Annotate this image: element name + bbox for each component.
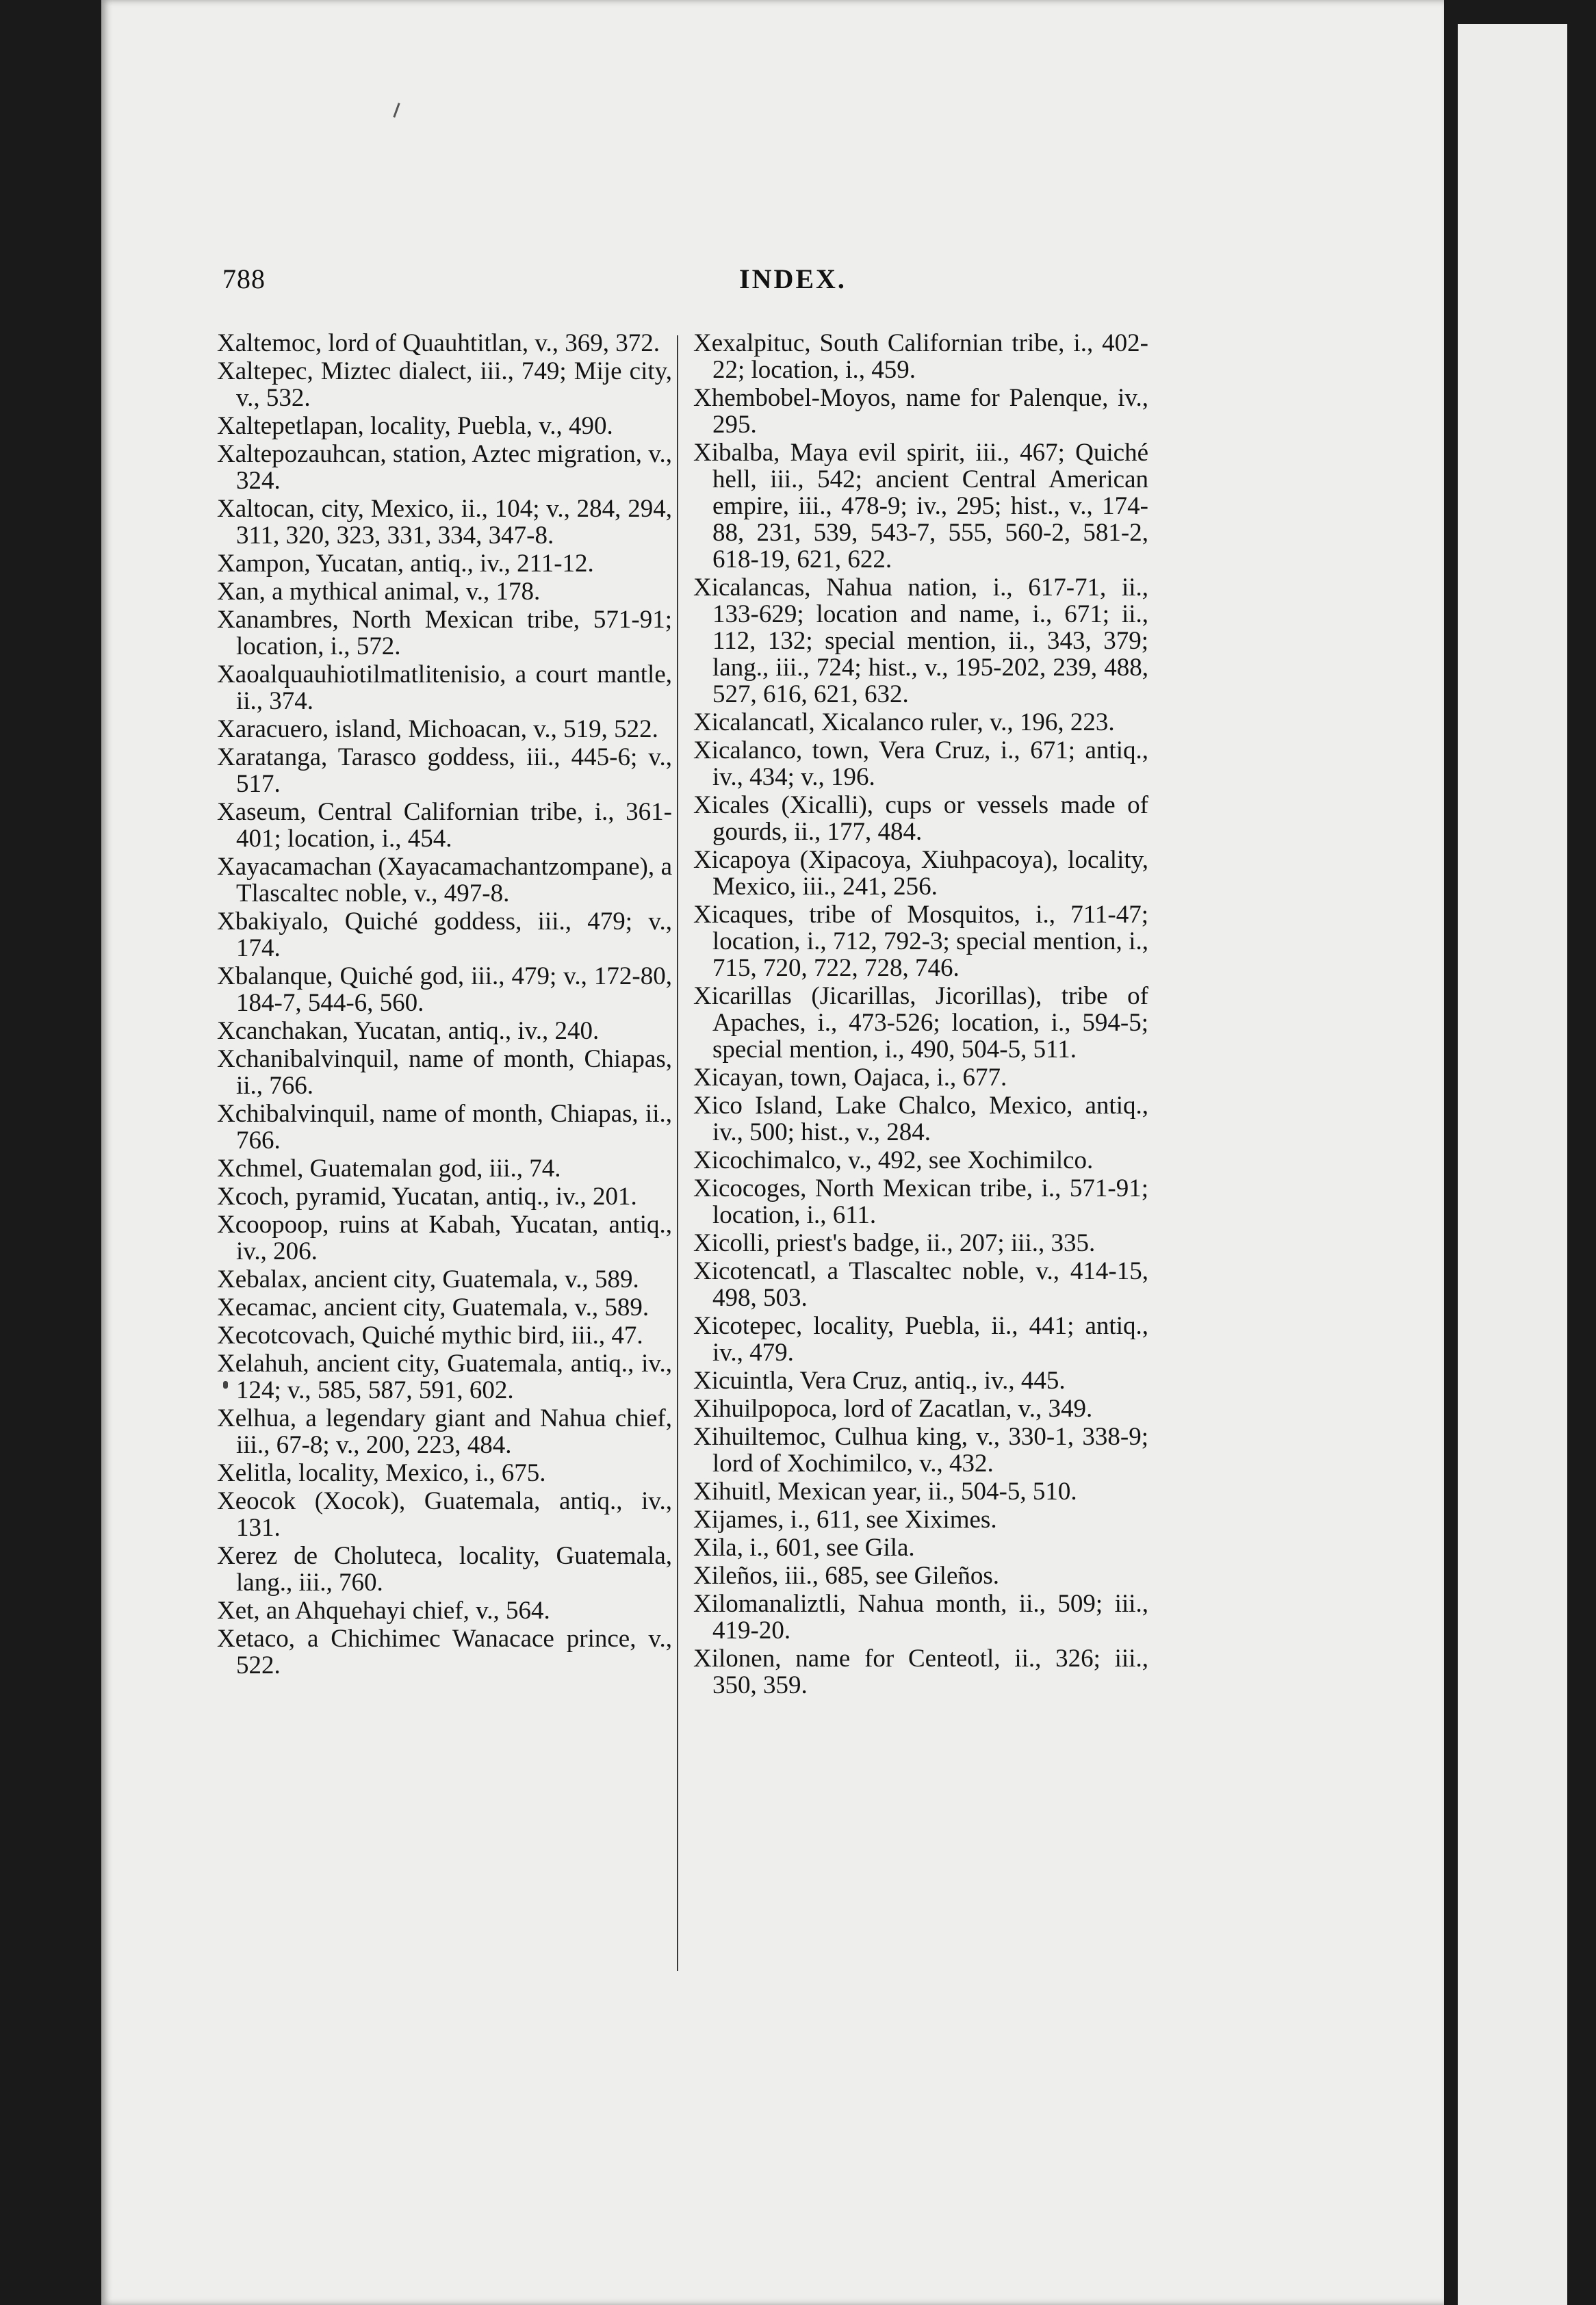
index-entry: Xelhua, a legendary giant and Nahua chief, iii., 67-8; v., 200, 223, 484. [217, 1404, 672, 1459]
index-entry: Xayacamachan (Xayacamachantzompane), a Tlascaltec noble, v., 497-8. [217, 853, 672, 907]
index-entry: Xhembobel-Moyos, name for Palenque, iv., 295. [693, 384, 1148, 439]
index-entry: Xerez de Choluteca, locality, Guatemala, lang., iii., 760. [217, 1542, 672, 1597]
index-entry: Xchmel, Guatemalan god, iii., 74. [217, 1155, 561, 1183]
index-entry: Xebalax, ancient city, Guatemala, v., 589. [217, 1265, 639, 1293]
index-entry: Xicalancas, Nahua nation, i., 617-71, ii., 133-629; location and name, i., 671; ii., 112, 132; special mention, ii., 343, 379; lang., iii., 724; hist., v., 195-202, 239, 488, 527, 616, 621, 632. [693, 574, 1148, 708]
index-entry: Xicotepec, locality, Puebla, ii., 441; antiq., iv., 479. [693, 1312, 1148, 1367]
index-entry: Xcoopoop, ruins at Kabah, Yucatan, antiq., iv., 206. [217, 1211, 672, 1265]
stray-pen-mark [393, 103, 400, 118]
column-divider [677, 335, 678, 1971]
index-entry: Xcanchakan, Yucatan, antiq., iv., 240. [217, 1017, 600, 1045]
index-entry: Xampon, Yucatan, antiq., iv., 211-12. [217, 550, 594, 578]
index-entry: Xchibalvinquil, name of month, Chiapas, ii., 766. [217, 1100, 672, 1155]
index-entry: Xbakiyalo, Quiché goddess, iii., 479; v., 174. [217, 907, 672, 962]
index-entry: Xaratanga, Tarasco goddess, iii., 445-6; v., 517. [217, 743, 672, 798]
page-number: 788 [222, 263, 266, 294]
index-entry: Xicalanco, town, Vera Cruz, i., 671; antiq., iv., 434; v., 196. [693, 736, 1148, 791]
index-entry: Xaracuero, island, Michoacan, v., 519, 522. [217, 715, 658, 743]
index-entry: Xeocok (Xocok), Guatemala, antiq., iv., 131. [217, 1487, 672, 1542]
index-entry: Xicuintla, Vera Cruz, antiq., iv., 445. [693, 1367, 1066, 1395]
index-entry: Xicochimalco, v., 492, see Xochimilco. [693, 1146, 1094, 1174]
index-entry: Xihuiltemoc, Culhua king, v., 330-1, 338-9; lord of Xochimilco, v., 432. [693, 1423, 1148, 1478]
adjacent-page-edge [1458, 24, 1567, 2305]
index-entry: Xicales (Xicalli), cups or vessels made of gourds, ii., 177, 484. [693, 791, 1148, 846]
index-entry: Xicocoges, North Mexican tribe, i., 571-91; location, i., 611. [693, 1174, 1148, 1229]
index-entry: Xila, i., 601, see Gila. [693, 1534, 915, 1562]
index-entry: Xico Island, Lake Chalco, Mexico, antiq., iv., 500; hist., v., 284. [693, 1092, 1148, 1146]
index-entry: Xaltepec, Miztec dialect, iii., 749; Mije city, v., 532. [217, 357, 672, 412]
index-entry: Xicarillas (Jicarillas, Jicorillas), tribe of Apaches, i., 473-526; location, i., 594-5; special mention, i., 490, 504-5, 511. [693, 982, 1148, 1064]
index-entry: Xaltepetlapan, locality, Puebla, v., 490. [217, 412, 613, 440]
index-entry: Xaltocan, city, Mexico, ii., 104; v., 284, 294, 311, 320, 323, 331, 334, 347-8. [217, 495, 672, 550]
index-entry: Xet, an Ahquehayi chief, v., 564. [217, 1597, 550, 1625]
page-heading: INDEX. [739, 263, 847, 294]
index-entry: Xilomanaliztli, Nahua month, ii., 509; iii., 419-20. [693, 1590, 1148, 1645]
index-entry: Xelahuh, ancient city, Guatemala, antiq., iv., 124; v., 585, 587, 591, 602. [217, 1350, 672, 1404]
index-entry: Xecotcovach, Quiché mythic bird, iii., 47. [217, 1322, 643, 1350]
index-entry: Xbalanque, Quiché god, iii., 479; v., 172-80, 184-7, 544-6, 560. [217, 962, 672, 1017]
index-entry: Xicapoya (Xipacoya, Xiuhpacoya), locality, Mexico, iii., 241, 256. [693, 846, 1148, 901]
index-entry: Xicayan, town, Oajaca, i., 677. [693, 1064, 1007, 1092]
index-column-left [217, 330, 672, 1680]
index-entry: Xilonen, name for Centeotl, ii., 326; iii., 350, 359. [693, 1645, 1148, 1699]
index-entry: Xaltemoc, lord of Quauhtitlan, v., 369, 372. [217, 329, 660, 357]
index-entry: Xaltepozauhcan, station, Aztec migration, v., 324. [217, 440, 672, 495]
index-entry: Xihuilpopoca, lord of Zacatlan, v., 349. [693, 1395, 1093, 1423]
index-entry: Xicaques, tribe of Mosquitos, i., 711-47; location, i., 712, 792-3; special mention, i., 715, 720, 722, 728, 746. [693, 901, 1148, 982]
index-entry: Xicolli, priest's badge, ii., 207; iii., 335. [693, 1229, 1096, 1257]
index-entry: Xexalpituc, South Californian tribe, i., 402-22; location, i., 459. [693, 329, 1148, 384]
index-entry: Xicotencatl, a Tlascaltec noble, v., 414-15, 498, 503. [693, 1257, 1148, 1312]
index-entry: Xecamac, ancient city, Guatemala, v., 589. [217, 1293, 649, 1322]
index-entry: Xanambres, North Mexican tribe, 571-91; location, i., 572. [217, 606, 672, 660]
index-entry: Xijames, i., 611, see Xiximes. [693, 1506, 997, 1534]
index-entry: Xetaco, a Chichimec Wanacace prince, v., 522. [217, 1625, 672, 1679]
index-entry: Xelitla, locality, Mexico, i., 675. [217, 1459, 546, 1487]
index-column-right [693, 330, 1148, 1700]
index-entry: Xaseum, Central Californian tribe, i., 361-401; location, i., 454. [217, 798, 672, 853]
index-entry: Xileños, iii., 685, see Gileños. [693, 1562, 1000, 1590]
index-entry: Xchanibalvinquil, name of month, Chiapas, ii., 766. [217, 1045, 672, 1100]
index-entry: Xcoch, pyramid, Yucatan, antiq., iv., 201. [217, 1183, 637, 1211]
index-entry: Xan, a mythical animal, v., 178. [217, 578, 541, 606]
index-entry: Xihuitl, Mexican year, ii., 504-5, 510. [693, 1478, 1077, 1506]
index-entry: Xicalancatl, Xicalanco ruler, v., 196, 223. [693, 708, 1115, 736]
index-entry: Xibalba, Maya evil spirit, iii., 467; Quiché hell, iii., 542; ancient Central American empire, iii., 478-9; iv., 295; hist., v., 174-88, 231, 539, 543-7, 555, 560-2, 581-2, 618-19, 621, 622. [693, 439, 1148, 574]
index-entry: Xaoalquauhiotilmatlitenisio, a court mantle, ii., 374. [217, 660, 672, 715]
